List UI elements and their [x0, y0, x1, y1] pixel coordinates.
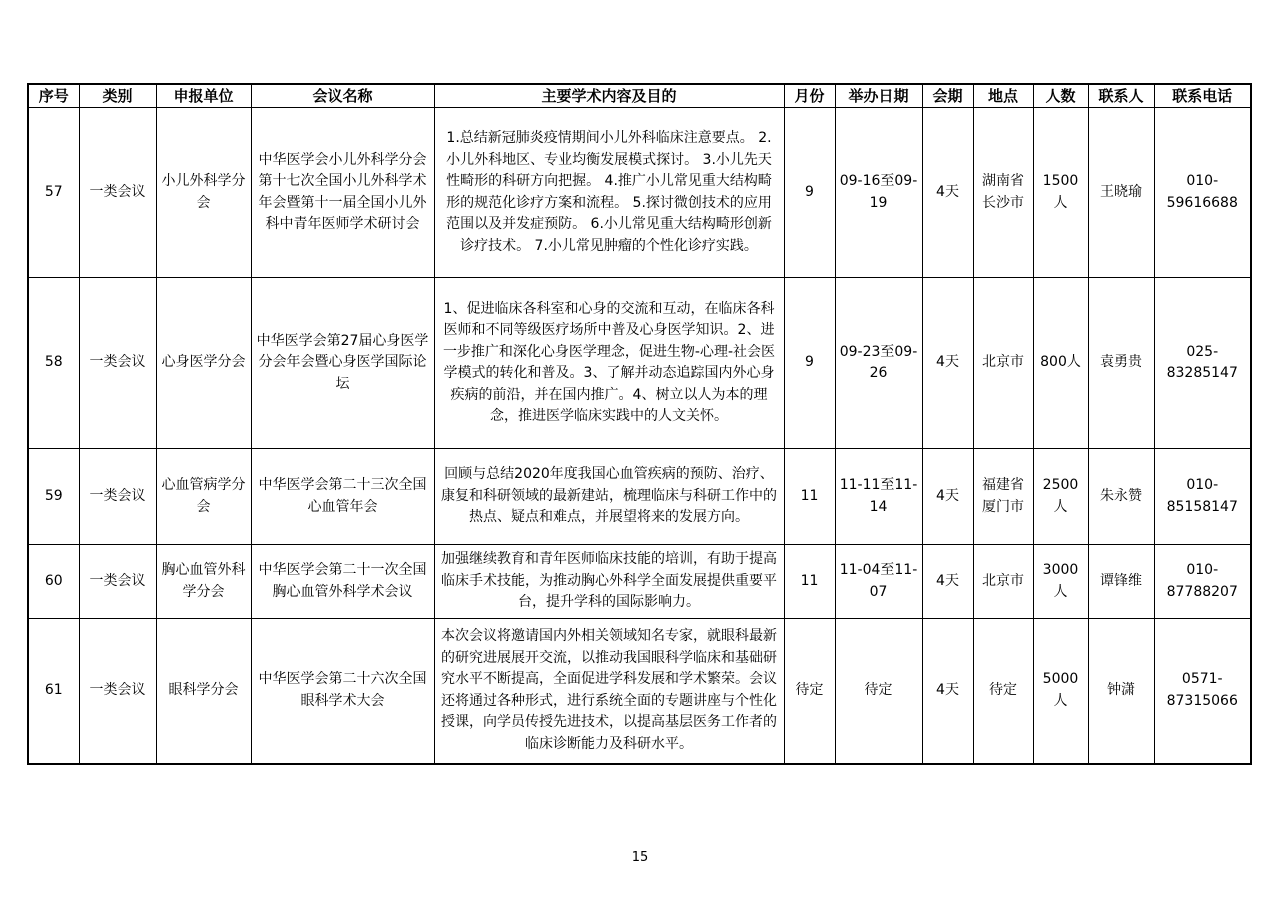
row-meeting-name: 中华医学会小儿外科学分会第十七次全国小儿外科学术年会暨第十一届全国小儿外科中青年医师学术研讨会	[251, 108, 434, 278]
table-row	[28, 449, 1251, 545]
row-contact: 袁勇贵	[1088, 278, 1154, 449]
row-unit: 眼科学分会	[156, 619, 251, 764]
row-date: 09-16至09-19	[835, 108, 922, 278]
row-category: 一类会议	[79, 108, 156, 278]
header-duration: 会期	[922, 84, 973, 108]
table-header	[28, 84, 1251, 108]
row-phone: 010-59616688	[1154, 108, 1251, 278]
header-contact: 联系人	[1088, 84, 1154, 108]
row-category: 一类会议	[79, 545, 156, 619]
row-no: 59	[28, 449, 79, 545]
row-month: 11	[784, 449, 835, 545]
row-unit: 胸心血管外科学分会	[156, 545, 251, 619]
row-phone: 010-85158147	[1154, 449, 1251, 545]
row-content: 加强继续教育和青年医师临床技能的培训，有助于提高临床手术技能，为推动胸心外科学全面发展提供重要平台，提升学科的国际影响力。	[434, 545, 784, 619]
header-category: 类别	[79, 84, 156, 108]
row-month: 待定	[784, 619, 835, 764]
row-phone: 0571-87315066	[1154, 619, 1251, 764]
row-attendees: 5000人	[1033, 619, 1088, 764]
row-no: 58	[28, 278, 79, 449]
table-row	[28, 545, 1251, 619]
row-duration: 4天	[922, 449, 973, 545]
table-row	[28, 619, 1251, 764]
row-duration: 4天	[922, 619, 973, 764]
row-date: 11-11至11-14	[835, 449, 922, 545]
row-content: 1、促进临床各科室和心身的交流和互动，在临床各科医师和不同等级医疗场所中普及心身医学知识。2、进一步推广和深化心身医学理念，促进生物-心理-社会医学模式的转化和普及。3、了解并动态追踪国内外心身疾病的前沿，并在国内推广。4、树立以人为本的理念，推进医学临床实践中的人文关怀。	[434, 278, 784, 449]
row-location: 待定	[973, 619, 1033, 764]
row-contact: 朱永赞	[1088, 449, 1154, 545]
row-attendees: 1500人	[1033, 108, 1088, 278]
table-row	[28, 108, 1251, 278]
row-duration: 4天	[922, 108, 973, 278]
header-content: 主要学术内容及目的	[434, 84, 784, 108]
row-phone: 025-83285147	[1154, 278, 1251, 449]
row-meeting-name: 中华医学会第二十一次全国胸心血管外科学术会议	[251, 545, 434, 619]
row-location: 北京市	[973, 545, 1033, 619]
page-number: 15	[631, 850, 649, 865]
row-category: 一类会议	[79, 278, 156, 449]
header-month: 月份	[784, 84, 835, 108]
header-date: 举办日期	[835, 84, 922, 108]
row-location: 北京市	[973, 278, 1033, 449]
row-category: 一类会议	[79, 619, 156, 764]
row-unit: 心身医学分会	[156, 278, 251, 449]
row-no: 57	[28, 108, 79, 278]
row-content: 本次会议将邀请国内外相关领域知名专家，就眼科最新的研究进展展开交流，以推动我国眼科学临床和基础研究水平不断提高，全面促进学科发展和学术繁荣。会议还将通过各种形式，进行系统全面的专题讲座与个性化授课，向学员传授先进技术，以提高基层医务工作者的临床诊断能力及科研水平。	[434, 619, 784, 764]
row-no: 61	[28, 619, 79, 764]
row-attendees: 800人	[1033, 278, 1088, 449]
header-phone: 联系电话	[1154, 84, 1251, 108]
header-row	[28, 84, 1251, 108]
row-date: 09-23至09-26	[835, 278, 922, 449]
row-date: 待定	[835, 619, 922, 764]
row-meeting-name: 中华医学会第27届心身医学分会年会暨心身医学国际论坛	[251, 278, 434, 449]
row-attendees: 2500人	[1033, 449, 1088, 545]
row-duration: 4天	[922, 278, 973, 449]
row-meeting-name: 中华医学会第二十三次全国心血管年会	[251, 449, 434, 545]
row-date: 11-04至11-07	[835, 545, 922, 619]
row-duration: 4天	[922, 545, 973, 619]
header-attendees: 人数	[1033, 84, 1088, 108]
row-location: 湖南省长沙市	[973, 108, 1033, 278]
row-phone: 010-87788207	[1154, 545, 1251, 619]
header-no: 序号	[28, 84, 79, 108]
row-attendees: 3000人	[1033, 545, 1088, 619]
header-location: 地点	[973, 84, 1033, 108]
row-contact: 谭锋维	[1088, 545, 1154, 619]
table-body	[28, 108, 1251, 764]
row-month: 9	[784, 108, 835, 278]
row-month: 9	[784, 278, 835, 449]
row-contact: 钟潇	[1088, 619, 1154, 764]
row-meeting-name: 中华医学会第二十六次全国眼科学术大会	[251, 619, 434, 764]
row-content: 1.总结新冠肺炎疫情期间小儿外科临床注意要点。 2.小儿外科地区、专业均衡发展模式探讨。 3.小儿先天性畸形的科研方向把握。 4.推广小儿常见重大结构畸形的规范化诊疗方案和流程。 5.探讨微创技术的应用范围以及并发症预防。 6.小儿常见重大结构畸形创新诊疗技术。 7.小儿常见肿瘤的个性化诊疗实践。	[434, 108, 784, 278]
row-location: 福建省厦门市	[973, 449, 1033, 545]
row-unit: 心血管病学分会	[156, 449, 251, 545]
row-category: 一类会议	[79, 449, 156, 545]
row-content: 回顾与总结2020年度我国心血管疾病的预防、治疗、康复和科研领域的最新建站，梳理临床与科研工作中的热点、疑点和难点，并展望将来的发展方向。	[434, 449, 784, 545]
row-month: 11	[784, 545, 835, 619]
header-meeting-name: 会议名称	[251, 84, 434, 108]
table-row	[28, 278, 1251, 449]
header-unit: 申报单位	[156, 84, 251, 108]
row-unit: 小儿外科学分会	[156, 108, 251, 278]
row-contact: 王晓瑜	[1088, 108, 1154, 278]
meeting-schedule-table	[27, 83, 1252, 765]
row-no: 60	[28, 545, 79, 619]
